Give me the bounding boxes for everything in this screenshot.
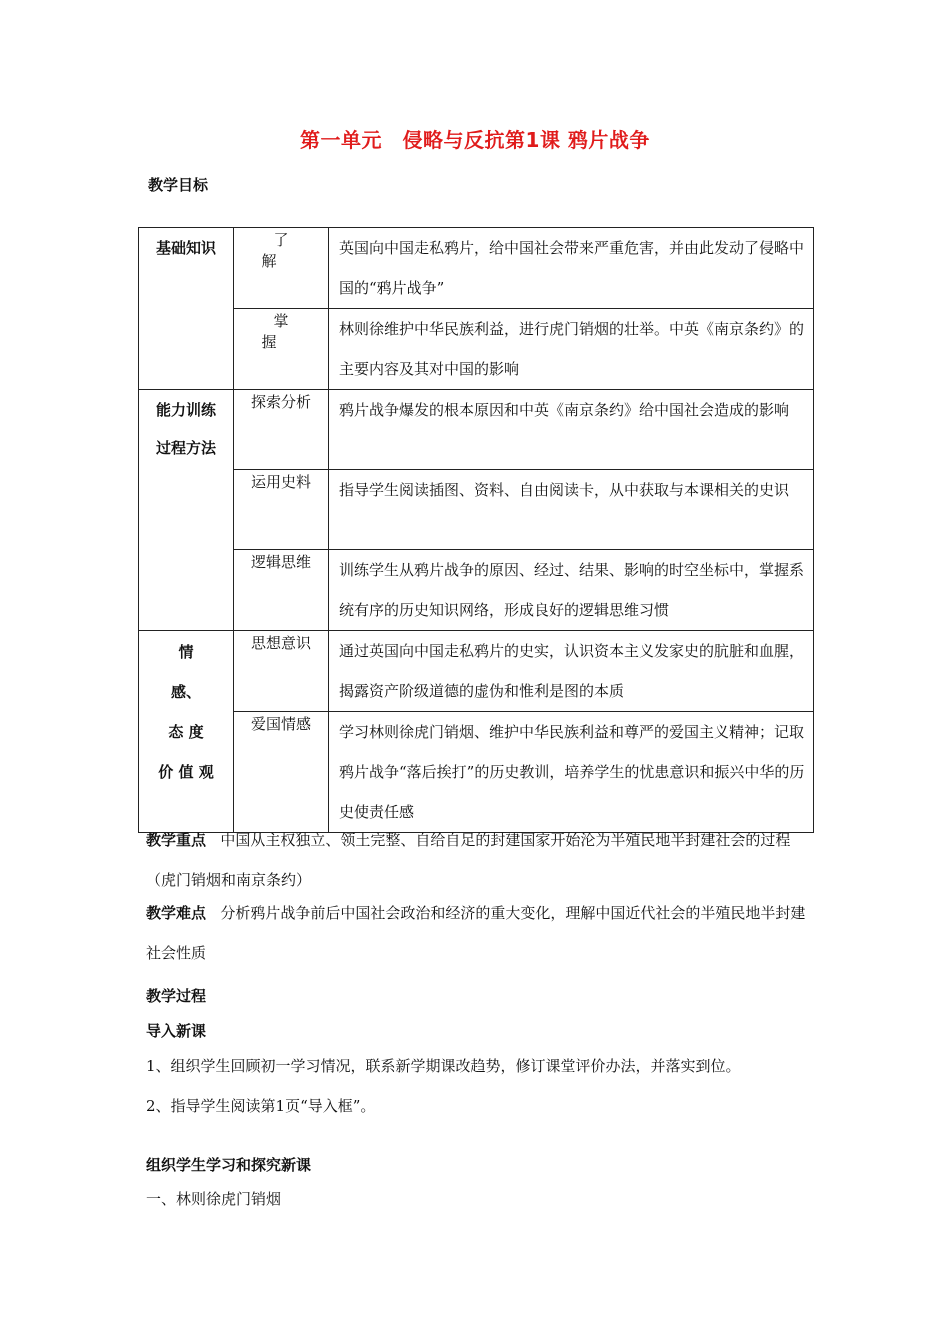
sub-master: 掌握 — [234, 309, 329, 390]
category-ability: 能力训练 过程方法 — [139, 390, 234, 631]
desc-logic: 训练学生从鸦片战争的原因、经过、结果、影响的时空坐标中，掌握系统有序的历史知识网络，形成良好的逻辑思维习惯 — [329, 550, 814, 631]
desc-understand: 英国向中国走私鸦片，给中国社会带来严重危害，并由此发动了侵略中国的“鸦片战争” — [329, 228, 814, 309]
key-point-text: 中国从主权独立、领土完整、自给自足的封建国家开始沦为半殖民地半封建社会的过程（虎门销烟和南京条约） — [146, 831, 791, 889]
category-basic: 基础知识 — [139, 228, 234, 390]
key-point-label: 教学重点 — [146, 831, 207, 849]
study-item-1: 一、林则徐虎门销烟 — [146, 1190, 282, 1208]
category-emotion: 情 感、 态 度 价 值 观 — [139, 631, 234, 833]
desc-ideology: 通过英国向中国走私鸦片的史实，认识资本主义发家史的肮脏和血腥，揭露资产阶级道德的虚伪和惟利是图的本质 — [329, 631, 814, 712]
difficult-point-paragraph — [146, 893, 814, 973]
intro-heading: 导入新课 — [146, 1022, 207, 1040]
objectives-heading: 教学目标 — [148, 176, 209, 194]
intro-item-1: 1、组织学生回顾初一学习情况，联系新学期课改趋势，修订课堂评价办法，并落实到位。 — [146, 1057, 741, 1075]
sub-ideology: 思想意识 — [234, 631, 329, 712]
sub-logic: 逻辑思维 — [234, 550, 329, 631]
desc-sources: 指导学生阅读插图、资料、自由阅读卡，从中获取与本课相关的史识 — [329, 470, 814, 550]
objectives-table — [138, 227, 814, 833]
difficult-point-text: 分析鸦片战争前后中国社会政治和经济的重大变化，理解中国近代社会的半殖民地半封建社会性质 — [146, 904, 806, 962]
sub-patriotism: 爱国情感 — [234, 712, 329, 833]
desc-patriotism: 学习林则徐虎门销烟、维护中华民族利益和尊严的爱国主义精神；记取鸦片战争“落后挨打”的历史教训，培养学生的忧患意识和振兴中华的历史使责任感 — [329, 712, 814, 833]
desc-explore: 鸦片战争爆发的根本原因和中英《南京条约》给中国社会造成的影响 — [329, 390, 814, 470]
process-heading: 教学过程 — [146, 987, 207, 1005]
key-point-paragraph — [146, 820, 814, 900]
intro-item-2: 2、指导学生阅读第1页“导入框”。 — [146, 1097, 376, 1115]
sub-sources: 运用史料 — [234, 470, 329, 550]
page-title: 第一单元 侵略与反抗第1课 鸦片战争 — [300, 128, 650, 152]
difficult-point-label: 教学难点 — [146, 904, 207, 922]
desc-master: 林则徐维护中华民族利益，进行虎门销烟的壮举。中英《南京条约》的主要内容及其对中国的影响 — [329, 309, 814, 390]
sub-explore: 探索分析 — [234, 390, 329, 470]
study-heading: 组织学生学习和探究新课 — [146, 1156, 312, 1174]
sub-understand: 了解 — [234, 228, 329, 309]
